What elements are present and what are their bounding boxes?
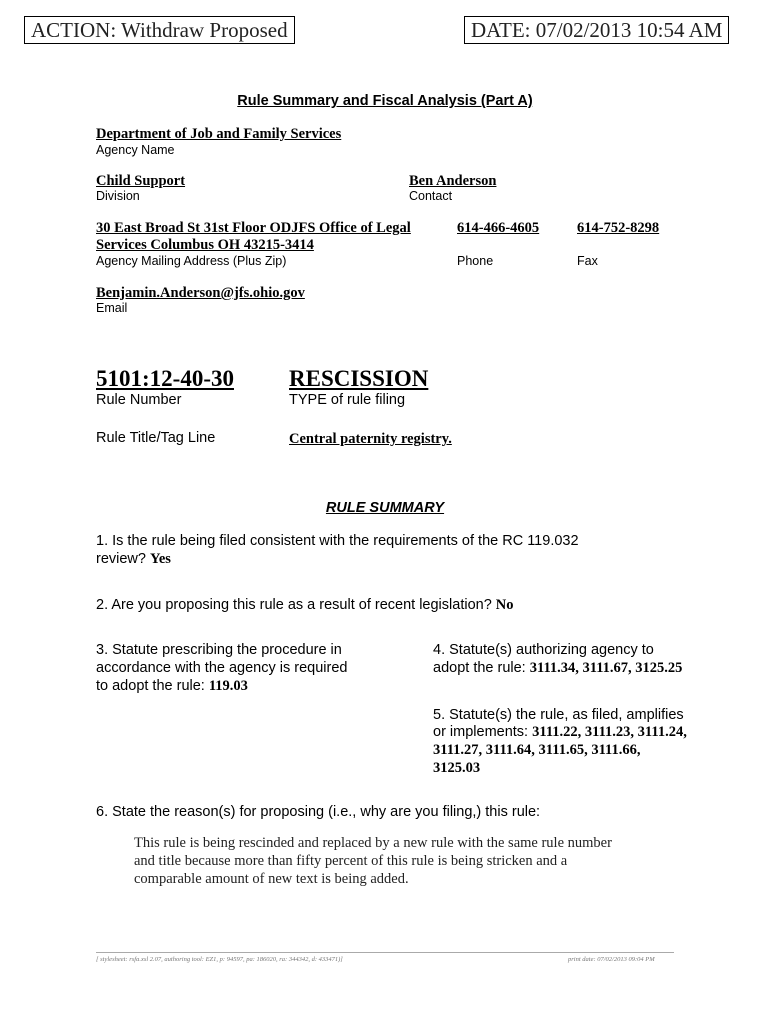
division-value: Child Support — [96, 173, 186, 189]
question-6: 6. State the reason(s) for proposing (i.e., why are you filing,) this rule: — [96, 804, 541, 820]
question-3-answer: 119.03 — [208, 678, 248, 694]
question-2-answer: No — [495, 597, 514, 613]
question-6-answer-line-2: and title because more than fifty percent of this rule is being stricken and a — [134, 853, 568, 869]
question-1-line-2 — [96, 550, 171, 568]
phone-label: Phone — [457, 254, 494, 268]
question-4-line-1: 4. Statute(s) authorizing agency to — [433, 642, 654, 658]
question-6-answer-line-1: This rule is being rescinded and replaced by a new rule with the same rule number — [134, 835, 612, 851]
question-4-answer: 3111.34, 3111.67, 3125.25 — [529, 660, 683, 676]
question-2-text: 2. Are you proposing this rule as a result of recent legislation? — [96, 597, 492, 613]
question-3-line-1: 3. Statute prescribing the procedure in — [96, 642, 342, 658]
question-5-answer-b: 3111.27, 3111.64, 3111.65, 3111.66, — [433, 742, 641, 758]
contact-value: Ben Anderson — [409, 173, 497, 189]
address-label: Agency Mailing Address (Plus Zip) — [96, 254, 287, 268]
email-label: Email — [96, 301, 128, 315]
agency-name: Department of Job and Family Services — [96, 126, 342, 142]
question-4-text: adopt the rule: — [433, 660, 526, 676]
email-value: Benjamin.Anderson@jfs.ohio.gov — [96, 285, 305, 301]
fax-label: Fax — [577, 254, 598, 268]
question-3-line-2: accordance with the agency is required — [96, 660, 348, 676]
address-line-2: Services Columbus OH 43215-3414 — [96, 237, 314, 253]
question-5-text: or implements: — [433, 724, 529, 740]
question-5-line-1: 5. Statute(s) the rule, as filed, amplifies — [433, 707, 684, 723]
question-1-answer: Yes — [150, 551, 171, 567]
rule-type-label: TYPE of rule filing — [289, 392, 406, 408]
footer-print-date: print date: 07/02/2013 09:04 PM — [568, 956, 655, 963]
rule-type: RESCISSION — [289, 366, 429, 391]
question-3-text: to adopt the rule: — [96, 678, 205, 694]
question-5-line-2 — [433, 723, 687, 741]
footer-divider — [96, 952, 674, 953]
question-3-line-3 — [96, 677, 248, 695]
rule-title-label: Rule Title/Tag Line — [96, 430, 216, 446]
question-5-answer-a: 3111.22, 3111.23, 3111.24, — [532, 724, 687, 740]
contact-label: Contact — [409, 189, 453, 203]
rule-number: 5101:12-40-30 — [96, 366, 234, 391]
division-label: Division — [96, 189, 140, 203]
address-line-1: 30 East Broad St 31st Floor ODJFS Office of Legal — [96, 220, 411, 236]
question-6-answer-line-3: comparable amount of new text is being added. — [134, 871, 409, 887]
question-5-answer-c: 3125.03 — [433, 760, 481, 776]
page-title: Rule Summary and Fiscal Analysis (Part A) — [237, 93, 533, 109]
phone-value: 614-466-4605 — [457, 220, 540, 236]
rule-summary-heading: RULE SUMMARY — [325, 500, 445, 516]
question-4-line-2 — [433, 659, 682, 677]
fax-value: 614-752-8298 — [577, 220, 660, 236]
question-1-line-1: 1. Is the rule being filed consistent with the requirements of the RC 119.032 — [96, 533, 579, 549]
question-1-text: review? — [96, 551, 146, 567]
rule-title: Central paternity registry. — [289, 431, 452, 447]
action-stamp: ACTION: Withdraw Proposed — [24, 16, 295, 44]
footer-stylesheet-info: [ stylesheet: rsfa.xsl 2.07, authoring tool: EZ1, p: 94597, pa: 186020, ra: 344342, d: 433471)] — [96, 956, 343, 963]
question-2 — [96, 596, 514, 614]
date-stamp: DATE: 07/02/2013 10:54 AM — [464, 16, 729, 44]
rule-number-label: Rule Number — [96, 392, 182, 408]
agency-name-label: Agency Name — [96, 143, 175, 157]
